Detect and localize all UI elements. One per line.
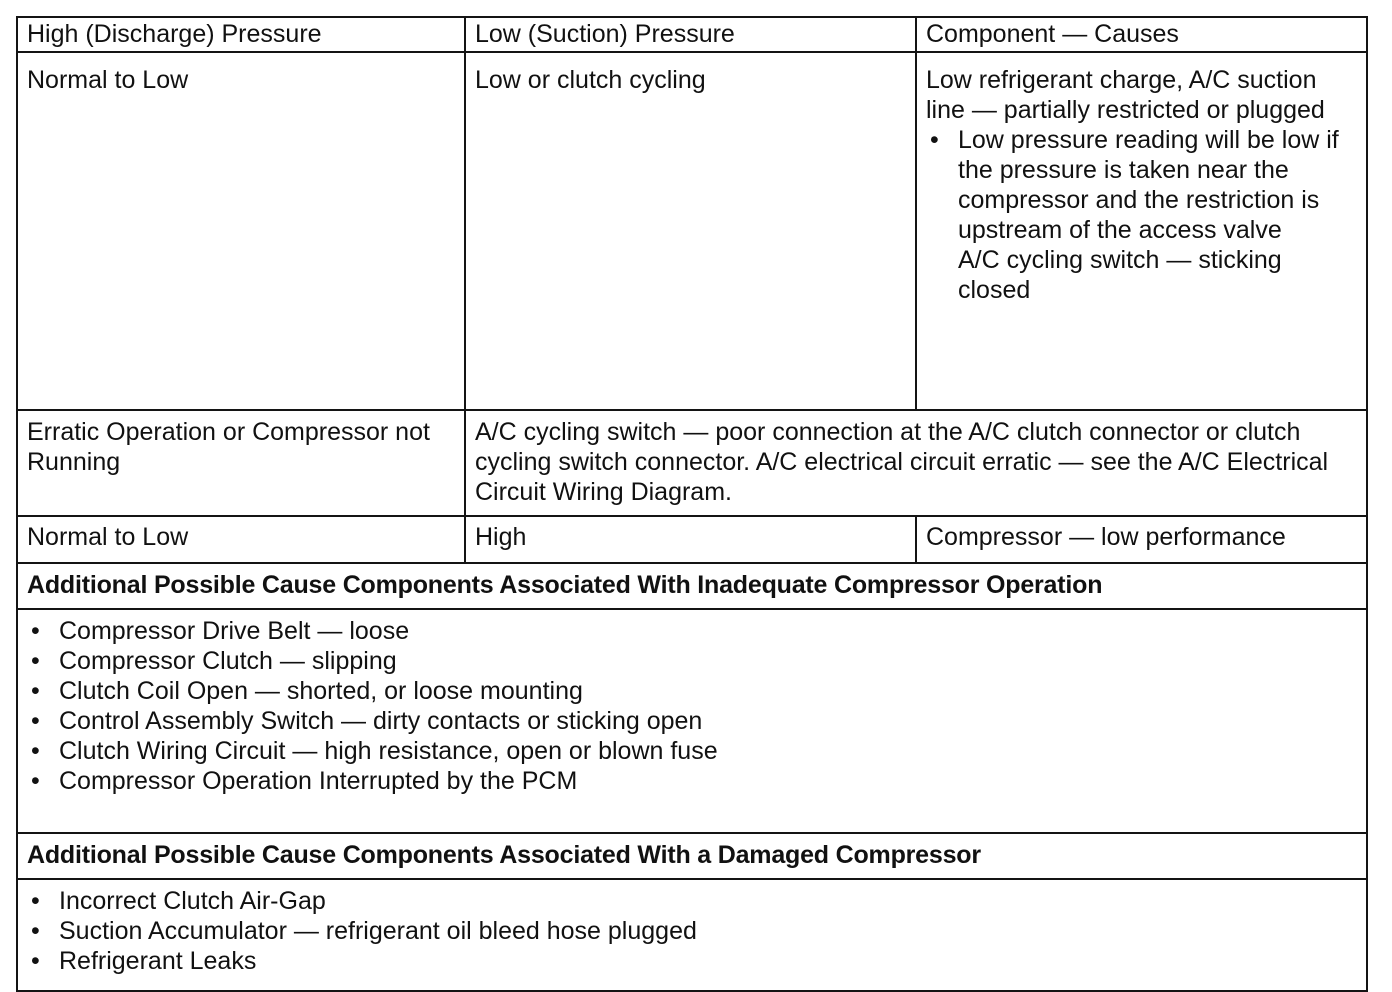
cause-extra-text: A/C cycling switch — sticking closed [958,246,1282,304]
list-item [27,676,1356,706]
low-pressure-text: High [475,523,527,551]
table-row [17,52,1367,410]
list-item [27,946,1356,976]
bullet-icon: • [930,126,939,154]
list-item [27,766,1356,796]
header-component-causes: Component — Causes [916,17,1367,52]
list-item-text: Compressor Operation Interrupted by the PCM [59,767,578,795]
list-item-text: Compressor Clutch — slipping [59,647,397,675]
inadequate-operation-list-cell [17,609,1367,833]
header-row [17,17,1367,52]
list-item-text: Clutch Coil Open — shorted, or loose mounting [59,677,583,705]
list-item-text: Control Assembly Switch — dirty contacts or sticking open [59,707,703,735]
bullet-icon: • [31,737,40,765]
list-item [27,616,1356,646]
bullet-icon: • [31,767,40,795]
list-item [27,646,1356,676]
section-title-damaged-compressor: Additional Possible Cause Components Associated With a Damaged Compressor [17,833,1367,879]
list-item-text: Suction Accumulator — refrigerant oil bleed hose plugged [59,917,697,945]
bullet-icon: • [31,887,40,915]
list-item [27,916,1356,946]
section-title-inadequate-operation: Additional Possible Cause Components Associated With Inadequate Compressor Operation [17,563,1367,609]
header-high-pressure: High (Discharge) Pressure [17,17,465,52]
list-item [27,886,1356,916]
bullet-icon: • [31,917,40,945]
list-item-text: Clutch Wiring Circuit — high resistance, open or blown fuse [59,737,718,765]
section-list-row [17,609,1367,833]
component-causes-cell [916,516,1367,563]
bullet-icon: • [31,647,40,675]
damaged-compressor-list [27,886,1356,976]
bullet-icon: • [31,707,40,735]
component-text: Compressor — low performance [926,523,1286,551]
high-pressure-cell: Normal to Low [17,52,465,410]
damaged-compressor-list-cell [17,879,1367,991]
table-row [17,516,1367,563]
list-item [27,706,1356,736]
diagnosis-table [16,16,1368,992]
cause-bullet-text: Low pressure reading will be low if the pressure is taken near the compressor and the restriction is upstream of the access valve [958,126,1339,244]
high-pressure-cell [17,516,465,563]
bullet-icon: • [31,677,40,705]
merged-causes-cell: A/C cycling switch — poor connection at the A/C clutch connector or clutch cycling switch connector. A/C electrical circuit erratic — see the A/C Electrical Circuit Wiring Diagram. [465,410,1367,516]
header-low-pressure: Low (Suction) Pressure [465,17,916,52]
bullet-icon: • [31,617,40,645]
low-pressure-cell [465,516,916,563]
list-item-text: Incorrect Clutch Air-Gap [59,887,326,915]
bullet-icon: • [31,947,40,975]
list-item-text: Refrigerant Leaks [59,947,257,975]
list-item-text: Compressor Drive Belt — loose [59,617,410,645]
list-item [926,125,1356,245]
list-item [27,736,1356,766]
section-header-row [17,563,1367,609]
cause-bullet-list [926,125,1356,245]
section-header-row [17,833,1367,879]
cause-main-text: Low refrigerant charge, A/C suction line — partially restricted or plugged [926,66,1325,124]
low-pressure-cell: Low or clutch cycling [465,52,916,410]
high-pressure-text: Normal to Low [27,523,189,551]
high-pressure-cell: Erratic Operation or Compressor not Running [17,410,465,516]
component-causes-cell [916,52,1367,410]
table-row [17,410,1367,516]
inadequate-operation-list [27,616,1356,796]
section-list-row [17,879,1367,991]
